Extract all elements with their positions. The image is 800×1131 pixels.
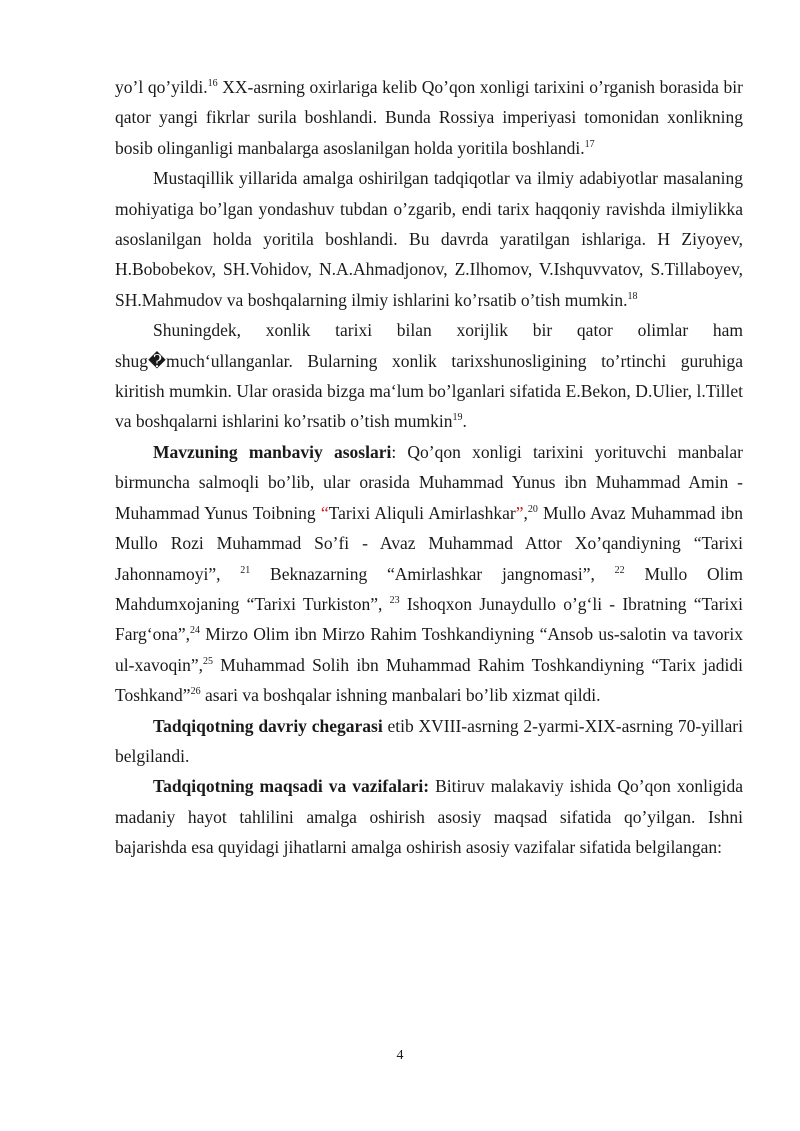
footnote-ref-21[interactable]: 21 bbox=[240, 564, 251, 576]
paragraph-5: Tadqiqotning davriy chegarasi etib XVIII-asrning 2-yarmi-XIX-asrning 70-yillari belgilandi. bbox=[115, 715, 743, 766]
paragraph-1: yo’l qo’yildi.$^{16}$ XX-asrning oxirlariga kelib Qo’qon xonligi tarixini o’rganish borasida bir qator yangi fikrlar surila boshlandi. Bunda Rossiya imperiyasi tomonidan xonlikning bosib olinganligi manbalarga asoslanilgan holda yoritila boshlandi.$^{17}$ bbox=[115, 77, 743, 158]
section-heading-period: Tadqiqotning davriy chegarasi bbox=[153, 715, 383, 736]
page-body bbox=[115, 72, 743, 863]
footnote-ref-18[interactable]: 18 bbox=[627, 290, 638, 302]
paragraph-3-text: Shuningdek, xonlik tarixi bilan xorijlik bir qator olimlar ham shug�much‘ullanganlar. Bularning xonlik tarixshunosligining to’rtinchi guruhiga kiritish mumkin. Ular orasida bizga ma‘lum bo’lganlari sifatida E.Bekon, D.Ulier, l.Tillet va boshqalarni ishlarini ko’rsatib o’tish mumkin bbox=[115, 320, 743, 432]
footnote-ref-16[interactable]: 16 bbox=[207, 78, 218, 89]
paragraph-2: Mustaqillik yillarida amalga oshirilgan tadqiqotlar va ilmiy adabiyotlar masalaning mohiyatiga bo’lgan yondashuv tubdan o’zgarib, endi tarix haqqoniy ravishda ilmiylikka asoslanilgan holda yoritila boshlandi. Bu davrda yaratilgan ishlariga. H Ziyoyev, H.Bobobekov, SH.Vohidov, N.A.Ahmadjonov, Z.Ilhomov, V.Ishquvvatov, S.Tillaboyev, SH.Mahmudov va boshqalarning ilmiy ishlarini ko’rsatib o’tish mumkin.$^{18}$ bbox=[115, 168, 743, 310]
footnote-ref-17[interactable]: 17 bbox=[584, 138, 595, 150]
footnote-ref-22[interactable]: 22 bbox=[614, 564, 625, 576]
close-quote: ” bbox=[515, 502, 524, 523]
footnote-ref-25[interactable]: 25 bbox=[202, 655, 213, 667]
open-quote: “ bbox=[320, 502, 329, 523]
paragraph-4: Mavzuning manbaviy asoslari: Qo’qon xonligi tarixini yorituvchi manbalar birmuncha salmoqli bo’lib, ular orasida Muhammad Yunus ibn Muhammad Amin - Muhammad Yunus Toibning “Tarixi Aliquli Amirlashkar”,$^{20}$ Mullo Avaz Muhammad ibn Mullo Rozi Muhammad So’fi - Avaz Muhammad Attor Xo’qandiyning “Tarixi Jahonnamoyi”, $^{21}$ Beknazarning “Amirlashkar jangnomasi”, $^{22}$ Mullo Olim Mahdumxojaning “Tarixi Turkiston”, $^{23}$ Ishoqxon Junaydullo o’g‘li - Ibratning “Tarixi Farg‘ona”,$^{24}$ Mirzo Olim ibn Mirzo Rahim Toshkandiyning “Ansob us-salotin va tavorix ul-xavoqin”,$^{25}$ Muhammad Solih ibn Muhammad Rahim Toshkandiyning “Tarix jadidi Toshkand”$^{26}$ asari va boshqalar ishning manbalari bo’lib xizmat qildi. bbox=[115, 441, 743, 706]
section-heading-goals: Tadqiqotning maqsadi va vazifalari: bbox=[153, 776, 430, 797]
page-number: 4 bbox=[396, 1048, 404, 1063]
paragraph-3: Shuningdek, xonlik tarixi bilan xorijlik bir qator olimlar ham shug�much‘ullanganlar. Bularning xonlik tarixshunosligining to’rtinchi guruhiga kiritish mumkin. Ular orasida bizga ma‘lum bo’lganlari sifatida E.Bekon, D.Ulier, l.Tillet va boshqalarni ishlarini ko’rsatib o’tish mumkin$^{19}$. bbox=[115, 320, 743, 432]
footnote-ref-26[interactable]: 26 bbox=[190, 686, 201, 698]
footnote-ref-20[interactable]: 20 bbox=[527, 503, 538, 515]
footnote-ref-19[interactable]: 19 bbox=[452, 412, 463, 424]
paragraph-6: Tadqiqotning maqsadi va vazifalari: Bitiruv malakaviy ishida Qo’qon xonligida madaniy hayot tahlilini amalga oshirish asosiy maqsad sifatida qo’yilgan. Ishni bajarishda esa quyidagi jihatlarni amalga oshirish asosiy vazifalar sifatida belgilangan: bbox=[115, 776, 743, 858]
section-heading-sources: Mavzuning manbaviy asoslari bbox=[153, 441, 392, 462]
footnote-ref-23[interactable]: 23 bbox=[389, 594, 400, 606]
footnote-ref-24[interactable]: 24 bbox=[190, 625, 200, 637]
